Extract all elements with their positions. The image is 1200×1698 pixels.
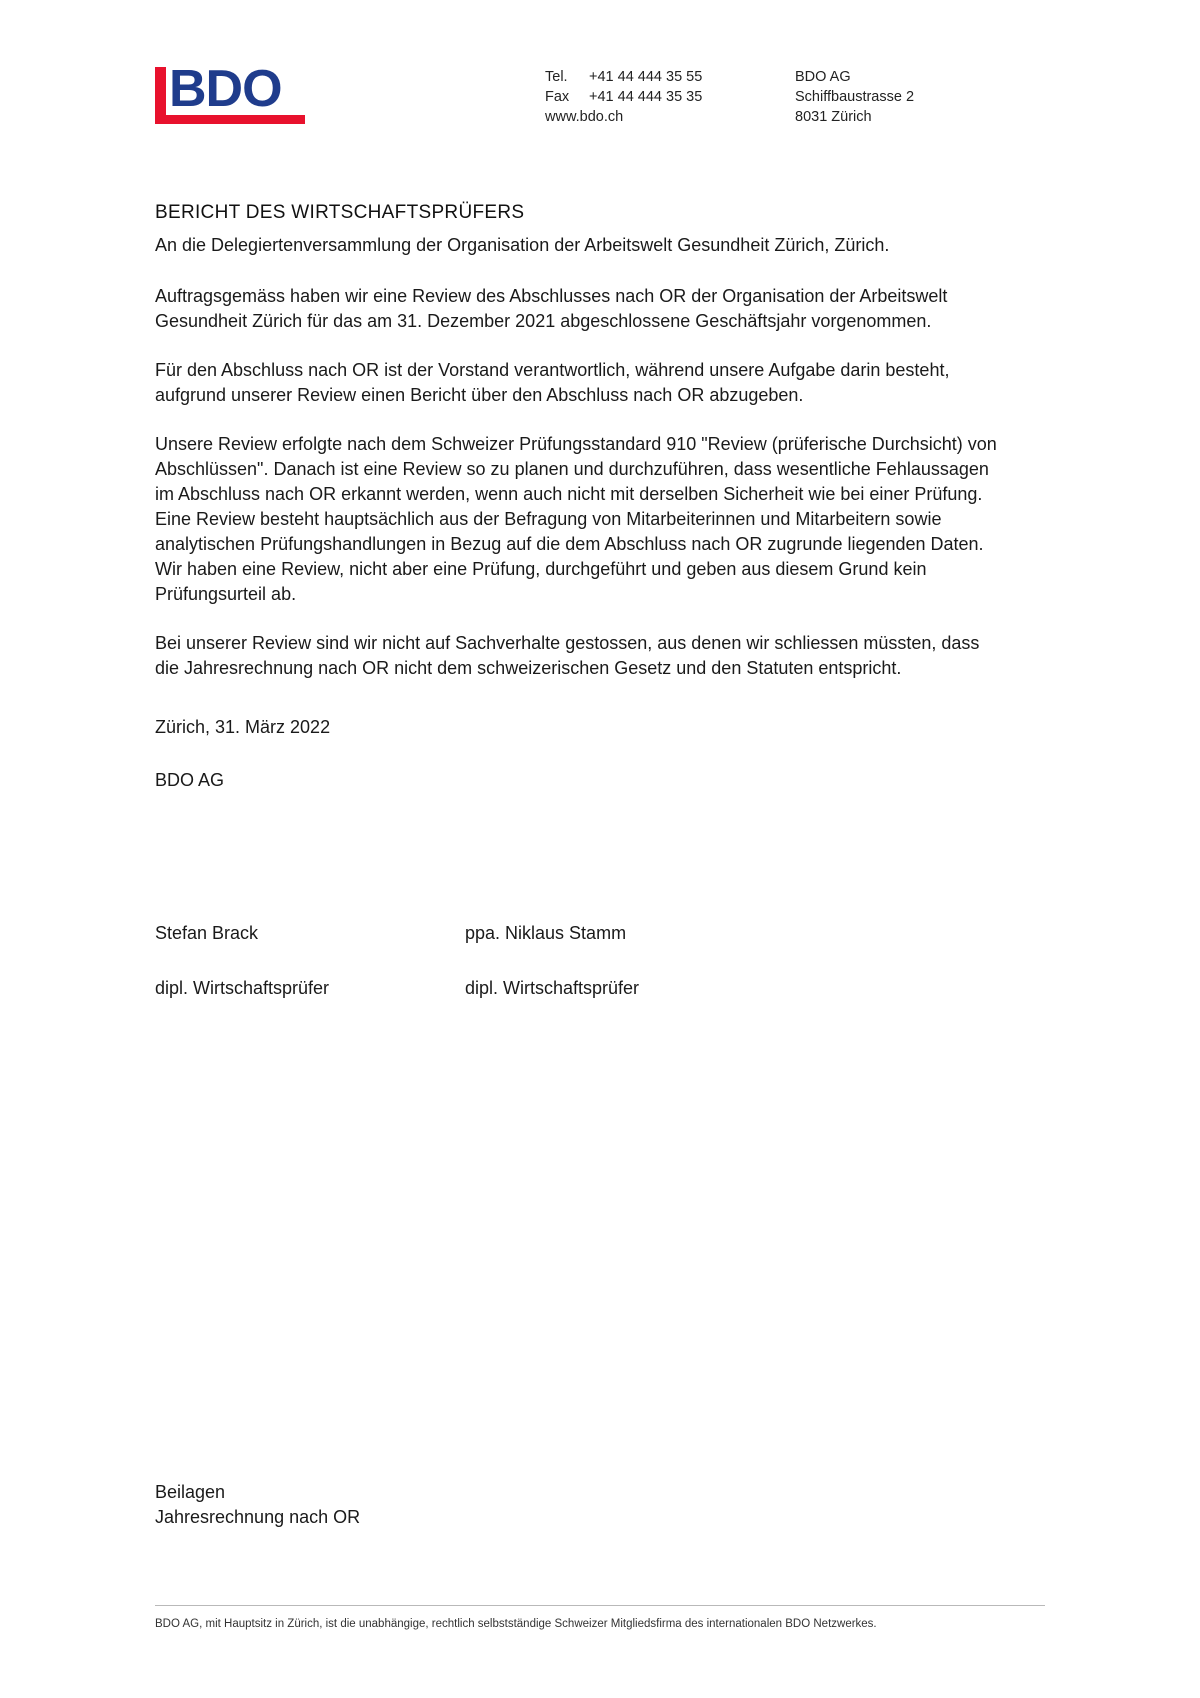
paragraph-scope: Unsere Review erfolgte nach dem Schweizer Prüfungsstandard 910 "Review (prüferische Durchsicht) von Abschlüssen". Danach ist eine Review so zu planen und durchzuführen, dass wesentliche Fehlaussagen im Abschluss nach OR erkannt werden, wenn auch nicht mit derselben Sicherheit wie bei einer Prüfung. Eine Review besteht hauptsächlich aus der Befragung von Mitarbeiterinnen und Mitarbeitern sowie analytischen Prüfungshandlungen in Bezug auf die dem Abschluss nach OR zugrunde liegenden Daten. Wir haben eine Review, nicht aber eine Prüfung, durchgeführt und geben aus diesem Grund kein Prüfungsurteil ab. — [155, 434, 997, 604]
logo-wordmark: BDO — [169, 60, 282, 118]
document-body — [155, 200, 1005, 1001]
contact-fax-row — [545, 87, 702, 107]
contact-fax-value: +41 44 444 35 35 — [589, 89, 703, 105]
signatory-name-1: Stefan Brack — [155, 923, 259, 943]
page-title: BERICHT DES WIRTSCHAFTSPRÜFERS — [155, 202, 525, 223]
page-footer — [155, 1605, 1045, 1632]
signature-titles-row — [155, 976, 1005, 1001]
signature-names-row — [155, 921, 1005, 946]
signatory-title-2: dipl. Wirtschaftsprüfer — [465, 978, 640, 998]
contact-tel-row — [545, 67, 702, 87]
attachments-item: Jahresrechnung nach OR — [155, 1507, 361, 1527]
address-company: BDO AG — [795, 69, 851, 85]
paragraph-conclusion: Bei unserer Review sind wir nicht auf Sachverhalte gestossen, aus denen wir schliessen müssten, dass die Jahresrechnung nach OR nicht dem schweizerischen Gesetz und den Statuten entspricht. — [155, 633, 980, 678]
contact-fax-label: Fax — [545, 89, 570, 105]
contact-tel-label: Tel. — [545, 69, 568, 85]
footer-divider — [155, 1605, 1045, 1606]
place-and-date: Zürich, 31. März 2022 — [155, 717, 331, 737]
bdo-logo — [155, 60, 305, 129]
address-block — [795, 67, 914, 127]
contact-website[interactable]: www.bdo.ch — [545, 109, 624, 125]
address-city: 8031 Zürich — [795, 109, 872, 125]
contact-block — [545, 67, 702, 127]
attachments-heading: Beilagen — [155, 1482, 226, 1502]
paragraph-responsibility: Für den Abschluss nach OR ist der Vorstand verantwortlich, während unsere Aufgabe darin besteht, aufgrund unserer Review einen Bericht über den Abschluss nach OR abzugeben. — [155, 360, 950, 405]
letterhead-header — [155, 55, 1045, 135]
signing-company: BDO AG — [155, 770, 225, 790]
footer-disclaimer: BDO AG, mit Hauptsitz in Zürich, ist die unabhängige, rechtlich selbstständige Schweizer Mitgliedsfirma des internationalen BDO Netzwerkes. — [155, 1618, 877, 1630]
signatory-name-2: ppa. Niklaus Stamm — [465, 923, 627, 943]
signatory-title-1: dipl. Wirtschaftsprüfer — [155, 978, 330, 998]
addressee-line: An die Delegiertenversammlung der Organisation der Arbeitswelt Gesundheit Zürich, Zürich. — [155, 235, 890, 255]
signature-block — [155, 921, 1005, 1001]
address-street: Schiffbaustrasse 2 — [795, 89, 915, 105]
contact-tel-value: +41 44 444 35 55 — [589, 69, 703, 85]
paragraph-engagement: Auftragsgemäss haben wir eine Review des Abschlusses nach OR der Organisation der Arbeitswelt Gesundheit Zürich für das am 31. Dezember 2021 abgeschlossene Geschäftsjahr vorgenommen. — [155, 286, 948, 331]
logo-red-vertical-bar — [155, 67, 166, 115]
attachments-block — [155, 1480, 360, 1530]
